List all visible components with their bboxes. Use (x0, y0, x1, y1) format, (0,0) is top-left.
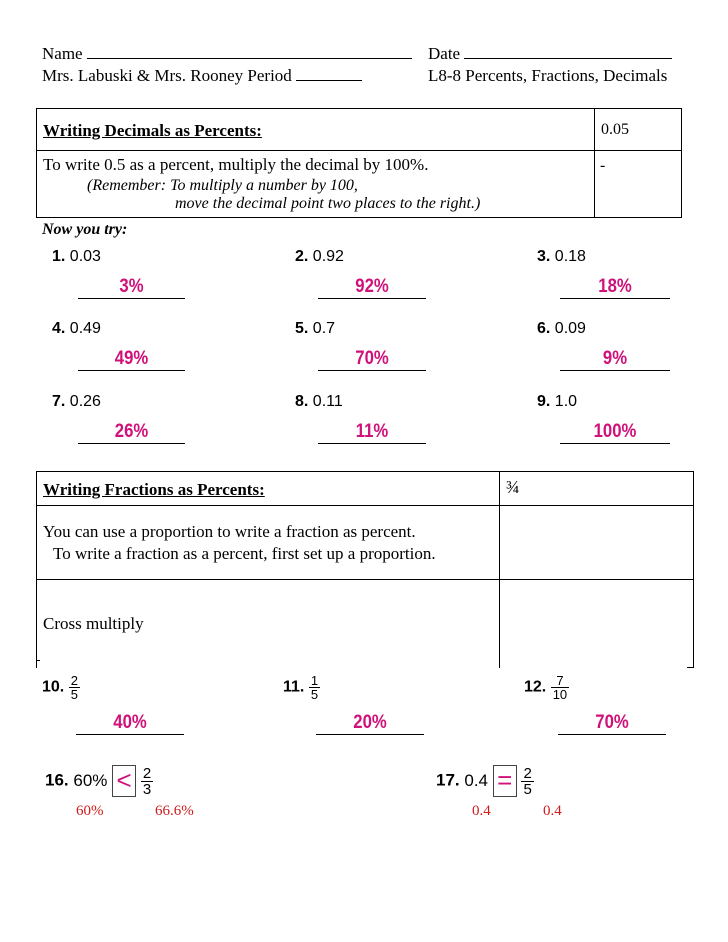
name-blank[interactable] (87, 44, 412, 59)
problem-number: 16. (45, 770, 69, 790)
decimal-answer[interactable]: 11% (355, 421, 389, 442)
compare-right-note: 66.6% (155, 803, 194, 819)
fractions-title: Writing Fractions as Percents: (43, 480, 265, 499)
numerator: 2 (523, 764, 532, 782)
fraction (309, 674, 320, 701)
compare-problem (45, 765, 153, 797)
date-label: Date (428, 44, 461, 63)
teacher-names: Mrs. Labuski & Mrs. Rooney (42, 66, 244, 85)
decimal-problem (537, 248, 586, 266)
compare-left-note: 0.4 (472, 803, 491, 819)
fraction-problem (42, 674, 80, 701)
decimal-answer[interactable]: 3% (119, 276, 144, 297)
decimal-problem (537, 320, 586, 338)
problem-number: 1. (52, 248, 66, 265)
period-blank[interactable] (296, 66, 362, 81)
compare-symbol-box[interactable]: = (493, 765, 517, 797)
decimal-answer[interactable]: 49% (114, 348, 149, 369)
problem-number: 11. (283, 678, 305, 696)
fraction-problem (524, 674, 569, 701)
decimal-answer[interactable]: 26% (114, 421, 149, 442)
compare-left: 0.4 (464, 771, 489, 790)
problem-number: 5. (295, 320, 309, 337)
denominator: 5 (70, 687, 78, 702)
answer-line (78, 370, 185, 371)
lesson-title: L8-8 Percents, Fractions, Decimals (428, 66, 668, 85)
problem-value: 0.18 (554, 248, 586, 265)
denominator: 5 (523, 780, 532, 798)
problem-number: 8. (295, 393, 309, 410)
example-dash: - (600, 157, 606, 174)
problem-number: 9. (537, 393, 551, 410)
answer-line (318, 443, 426, 444)
decimal-problem (295, 320, 335, 338)
decimals-example: 0.05 (601, 121, 629, 138)
answer-line (318, 370, 426, 371)
date-blank[interactable] (464, 44, 672, 59)
fraction (551, 674, 569, 701)
answer-line (560, 443, 670, 444)
name-label-row (42, 44, 412, 64)
decimal-problem (52, 320, 101, 338)
period-label: Period (247, 66, 292, 85)
answer-line (558, 734, 666, 735)
problem-number: 2. (295, 248, 309, 265)
teacher-row (42, 66, 362, 86)
fraction-answer[interactable]: 40% (113, 712, 147, 733)
remember-line-1: (Remember: To multiply a number by 100, (87, 177, 358, 194)
decimal-problem (537, 393, 577, 411)
decimal-problem (52, 248, 101, 266)
box-corner-right (687, 667, 694, 668)
problem-number: 3. (537, 248, 551, 265)
answer-line (560, 370, 670, 371)
box-corner-left (36, 660, 40, 661)
fraction (141, 766, 153, 797)
problem-value: 0.92 (312, 248, 344, 265)
fraction (69, 674, 80, 701)
decimal-answer[interactable]: 100% (593, 421, 637, 442)
fraction-problem (283, 674, 320, 701)
problem-number: 17. (436, 770, 460, 790)
fraction-answer[interactable]: 20% (353, 712, 387, 733)
numerator: 7 (551, 674, 569, 688)
numerator: 2 (70, 673, 78, 688)
now-you-try: Now you try: (42, 221, 128, 238)
decimal-answer[interactable]: 9% (602, 348, 628, 369)
problem-value: 0.7 (312, 320, 336, 337)
denominator: 10 (552, 687, 568, 702)
fraction-answer[interactable]: 70% (595, 712, 629, 733)
answer-line (78, 443, 185, 444)
answer-line (76, 734, 184, 735)
problem-value: 0.26 (69, 393, 101, 410)
compare-left: 60% (73, 771, 108, 790)
problem-number: 10. (42, 678, 65, 696)
decimal-answer[interactable]: 92% (355, 276, 389, 297)
decimal-answer[interactable]: 18% (598, 276, 632, 297)
decimals-box (36, 108, 682, 218)
problem-number: 7. (52, 393, 66, 410)
decimal-answer[interactable]: 70% (355, 348, 389, 369)
problem-number: 12. (524, 678, 547, 696)
problem-number: 6. (537, 320, 551, 337)
fractions-line-2: To write a fraction as a percent, first set up a proportion. (53, 544, 436, 563)
compare-symbol-box[interactable]: < (112, 765, 136, 797)
problem-number: 4. (52, 320, 66, 337)
decimal-problem (295, 248, 344, 266)
problem-value: 1.0 (554, 393, 578, 410)
answer-line (78, 298, 185, 299)
decimal-problem (52, 393, 101, 411)
compare-right-note: 0.4 (543, 803, 562, 819)
compare-problem (436, 765, 534, 797)
problem-value: 0.11 (312, 393, 343, 410)
fractions-line-1: You can use a proportion to write a fraction as percent. (43, 522, 416, 541)
problem-value: 0.09 (554, 320, 586, 337)
remember-line-2: move the decimal point two places to the right.) (175, 195, 481, 212)
fractions-box (36, 471, 694, 668)
answer-line (560, 298, 670, 299)
fraction (521, 766, 533, 797)
numerator: 2 (142, 764, 152, 782)
decimals-title: Writing Decimals as Percents: (43, 121, 262, 140)
problem-value: 0.49 (69, 320, 101, 337)
fractions-example: ¾ (506, 477, 520, 497)
denominator: 5 (310, 687, 319, 702)
answer-line (318, 298, 426, 299)
compare-left-note: 60% (76, 803, 104, 819)
cross-multiply-label: Cross multiply (43, 614, 144, 633)
answer-line (316, 734, 424, 735)
problem-value: 0.03 (69, 248, 101, 265)
denominator: 3 (142, 780, 152, 798)
numerator: 1 (310, 673, 319, 688)
decimal-problem (295, 393, 343, 411)
decimals-instruction: To write 0.5 as a percent, multiply the decimal by 100%. (43, 155, 429, 174)
name-label: Name (42, 44, 83, 63)
date-label-row (428, 44, 672, 64)
